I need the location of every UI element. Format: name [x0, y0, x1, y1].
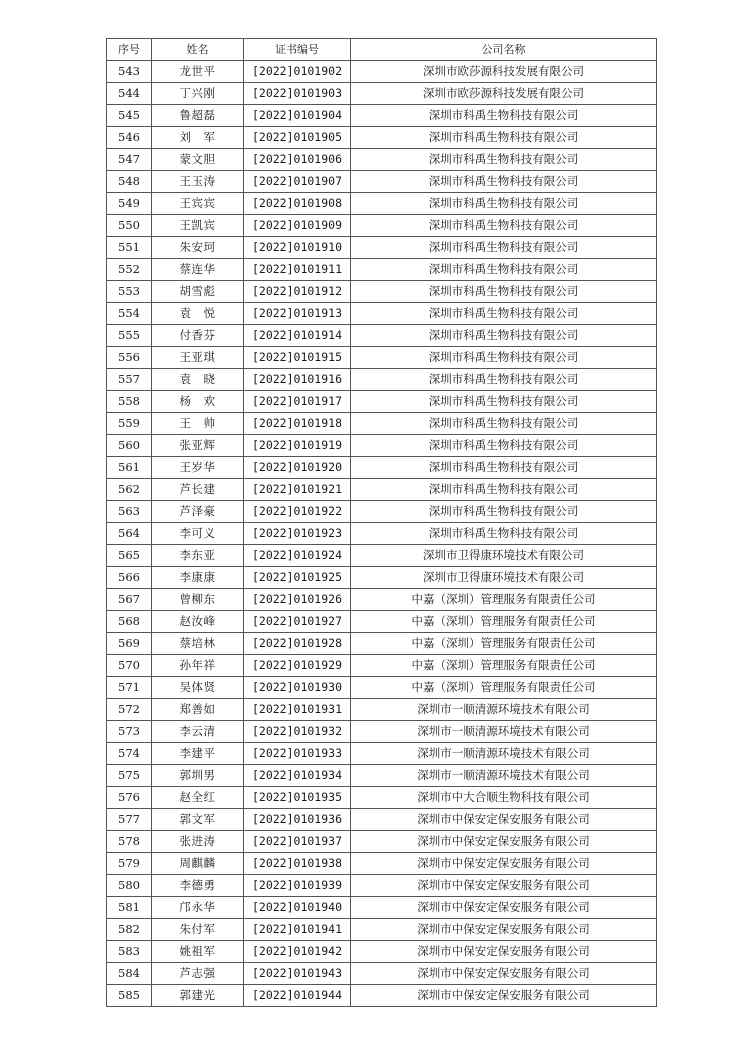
cell-cert: [2022]0101925	[244, 567, 351, 589]
cell-cert: [2022]0101924	[244, 545, 351, 567]
cell-cert: [2022]0101929	[244, 655, 351, 677]
cell-seq: 555	[107, 325, 152, 347]
table-row	[107, 237, 657, 259]
table-row	[107, 347, 657, 369]
cell-cert: [2022]0101902	[244, 61, 351, 83]
cell-seq: 574	[107, 743, 152, 765]
table-row	[107, 391, 657, 413]
cell-seq: 546	[107, 127, 152, 149]
cell-company: 深圳市科禹生物科技有限公司	[351, 303, 657, 325]
cell-cert: [2022]0101907	[244, 171, 351, 193]
cell-seq: 576	[107, 787, 152, 809]
cell-cert: [2022]0101904	[244, 105, 351, 127]
cell-cert: [2022]0101920	[244, 457, 351, 479]
cell-name: 李建平	[152, 743, 244, 765]
cell-name: 郭建光	[152, 985, 244, 1007]
cell-seq: 562	[107, 479, 152, 501]
table-row	[107, 259, 657, 281]
cell-cert: [2022]0101909	[244, 215, 351, 237]
table-row	[107, 413, 657, 435]
cell-cert: [2022]0101928	[244, 633, 351, 655]
table-row	[107, 941, 657, 963]
cell-seq: 548	[107, 171, 152, 193]
cell-name: 王凯宾	[152, 215, 244, 237]
cell-seq: 553	[107, 281, 152, 303]
cell-name: 李德勇	[152, 875, 244, 897]
cell-cert: [2022]0101932	[244, 721, 351, 743]
cell-seq: 578	[107, 831, 152, 853]
cell-name: 王宾宾	[152, 193, 244, 215]
cell-company: 深圳市科禹生物科技有限公司	[351, 237, 657, 259]
cell-company: 深圳市中保安定保安服务有限公司	[351, 831, 657, 853]
cell-name: 袁 悦	[152, 303, 244, 325]
cell-name: 赵全红	[152, 787, 244, 809]
cell-name: 郑善如	[152, 699, 244, 721]
cell-cert: [2022]0101913	[244, 303, 351, 325]
cell-seq: 577	[107, 809, 152, 831]
table-row	[107, 611, 657, 633]
table-row	[107, 743, 657, 765]
cell-name: 吴体贤	[152, 677, 244, 699]
cell-cert: [2022]0101918	[244, 413, 351, 435]
cell-company: 深圳市一顺清源环境技术有限公司	[351, 765, 657, 787]
table-row	[107, 457, 657, 479]
cell-company: 深圳市一顺清源环境技术有限公司	[351, 743, 657, 765]
cell-name: 王玉涛	[152, 171, 244, 193]
table-row	[107, 105, 657, 127]
table-row	[107, 149, 657, 171]
cell-name: 赵汝峰	[152, 611, 244, 633]
table-row	[107, 369, 657, 391]
cell-name: 王岁华	[152, 457, 244, 479]
cell-company: 深圳市欧莎源科技发展有限公司	[351, 61, 657, 83]
cell-company: 深圳市卫得康环境技术有限公司	[351, 567, 657, 589]
cell-name: 龙世平	[152, 61, 244, 83]
cell-cert: [2022]0101936	[244, 809, 351, 831]
cell-company: 深圳市中保安定保安服务有限公司	[351, 941, 657, 963]
cell-cert: [2022]0101915	[244, 347, 351, 369]
cell-seq: 557	[107, 369, 152, 391]
cell-seq: 544	[107, 83, 152, 105]
table-row	[107, 787, 657, 809]
cell-name: 周麒麟	[152, 853, 244, 875]
cell-cert: [2022]0101942	[244, 941, 351, 963]
cell-seq: 561	[107, 457, 152, 479]
cell-name: 丁兴刚	[152, 83, 244, 105]
cell-name: 王亚琪	[152, 347, 244, 369]
cell-cert: [2022]0101930	[244, 677, 351, 699]
table-row	[107, 919, 657, 941]
cell-company: 深圳市科禹生物科技有限公司	[351, 413, 657, 435]
cell-cert: [2022]0101931	[244, 699, 351, 721]
cell-company: 中嘉（深圳）管理服务有限责任公司	[351, 677, 657, 699]
header-seq: 序号	[107, 39, 152, 61]
cell-cert: [2022]0101912	[244, 281, 351, 303]
cell-company: 深圳市科禹生物科技有限公司	[351, 347, 657, 369]
table-row	[107, 171, 657, 193]
cell-cert: [2022]0101934	[244, 765, 351, 787]
cell-name: 郭文军	[152, 809, 244, 831]
cell-seq: 581	[107, 897, 152, 919]
table-row	[107, 501, 657, 523]
table-row	[107, 633, 657, 655]
cell-company: 深圳市中保安定保安服务有限公司	[351, 963, 657, 985]
cell-seq: 560	[107, 435, 152, 457]
cell-name: 李东亚	[152, 545, 244, 567]
table-row	[107, 699, 657, 721]
cell-company: 深圳市科禹生物科技有限公司	[351, 259, 657, 281]
cell-company: 深圳市科禹生物科技有限公司	[351, 171, 657, 193]
table-row	[107, 655, 657, 677]
cell-name: 杨 欢	[152, 391, 244, 413]
cell-company: 深圳市中保安定保安服务有限公司	[351, 809, 657, 831]
cell-company: 深圳市科禹生物科技有限公司	[351, 105, 657, 127]
cell-name: 蔡连华	[152, 259, 244, 281]
cell-name: 朱付军	[152, 919, 244, 941]
cell-cert: [2022]0101943	[244, 963, 351, 985]
cell-cert: [2022]0101933	[244, 743, 351, 765]
cell-cert: [2022]0101926	[244, 589, 351, 611]
cell-seq: 559	[107, 413, 152, 435]
cell-name: 张进涛	[152, 831, 244, 853]
cell-cert: [2022]0101905	[244, 127, 351, 149]
header-row	[107, 39, 657, 61]
cell-name: 芦长建	[152, 479, 244, 501]
cell-seq: 569	[107, 633, 152, 655]
cell-name: 鲁超磊	[152, 105, 244, 127]
cell-cert: [2022]0101921	[244, 479, 351, 501]
cell-company: 深圳市中保安定保安服务有限公司	[351, 897, 657, 919]
cell-name: 王 帅	[152, 413, 244, 435]
cell-company: 深圳市科禹生物科技有限公司	[351, 391, 657, 413]
table-row	[107, 61, 657, 83]
cell-seq: 580	[107, 875, 152, 897]
header-name: 姓名	[152, 39, 244, 61]
cell-company: 深圳市科禹生物科技有限公司	[351, 501, 657, 523]
cell-cert: [2022]0101937	[244, 831, 351, 853]
header-cert: 证书编号	[244, 39, 351, 61]
cell-name: 郭圳男	[152, 765, 244, 787]
cell-cert: [2022]0101914	[244, 325, 351, 347]
cell-name: 胡雪彪	[152, 281, 244, 303]
cell-cert: [2022]0101927	[244, 611, 351, 633]
table-row	[107, 523, 657, 545]
cell-name: 刘 军	[152, 127, 244, 149]
cell-name: 邝永华	[152, 897, 244, 919]
cell-seq: 575	[107, 765, 152, 787]
cell-seq: 552	[107, 259, 152, 281]
cell-cert: [2022]0101940	[244, 897, 351, 919]
cell-name: 芦泽豪	[152, 501, 244, 523]
cell-company: 深圳市科禹生物科技有限公司	[351, 457, 657, 479]
cell-name: 李可义	[152, 523, 244, 545]
cell-company: 深圳市中保安定保安服务有限公司	[351, 919, 657, 941]
cell-seq: 567	[107, 589, 152, 611]
cell-company: 深圳市卫得康环境技术有限公司	[351, 545, 657, 567]
cell-seq: 547	[107, 149, 152, 171]
cell-name: 姚祖军	[152, 941, 244, 963]
cell-seq: 573	[107, 721, 152, 743]
cell-company: 中嘉（深圳）管理服务有限责任公司	[351, 633, 657, 655]
cell-seq: 583	[107, 941, 152, 963]
cell-seq: 572	[107, 699, 152, 721]
cell-cert: [2022]0101910	[244, 237, 351, 259]
cell-company: 中嘉（深圳）管理服务有限责任公司	[351, 655, 657, 677]
cell-name: 蔡培林	[152, 633, 244, 655]
cell-seq: 549	[107, 193, 152, 215]
cell-name: 孙年祥	[152, 655, 244, 677]
table-body	[107, 61, 657, 1007]
cell-company: 深圳市科禹生物科技有限公司	[351, 325, 657, 347]
table-row	[107, 435, 657, 457]
cell-seq: 566	[107, 567, 152, 589]
table-row	[107, 677, 657, 699]
cell-company: 中嘉（深圳）管理服务有限责任公司	[351, 589, 657, 611]
cell-company: 深圳市中大合顺生物科技有限公司	[351, 787, 657, 809]
cell-company: 中嘉（深圳）管理服务有限责任公司	[351, 611, 657, 633]
cell-name: 袁 晓	[152, 369, 244, 391]
cell-cert: [2022]0101922	[244, 501, 351, 523]
table-row	[107, 83, 657, 105]
table-row	[107, 567, 657, 589]
cell-company: 深圳市欧莎源科技发展有限公司	[351, 83, 657, 105]
table-row	[107, 721, 657, 743]
cell-name: 朱安珂	[152, 237, 244, 259]
cell-company: 深圳市科禹生物科技有限公司	[351, 193, 657, 215]
table-header	[107, 39, 657, 61]
cell-company: 深圳市中保安定保安服务有限公司	[351, 985, 657, 1007]
table-row	[107, 479, 657, 501]
certificate-table	[106, 38, 657, 1007]
cell-company: 深圳市中保安定保安服务有限公司	[351, 853, 657, 875]
cell-cert: [2022]0101938	[244, 853, 351, 875]
cell-seq: 585	[107, 985, 152, 1007]
cell-cert: [2022]0101911	[244, 259, 351, 281]
table-row	[107, 985, 657, 1007]
table-row	[107, 193, 657, 215]
cell-seq: 571	[107, 677, 152, 699]
cell-name: 蒙文胆	[152, 149, 244, 171]
cell-seq: 550	[107, 215, 152, 237]
cell-seq: 543	[107, 61, 152, 83]
cell-seq: 556	[107, 347, 152, 369]
cell-company: 深圳市中保安定保安服务有限公司	[351, 875, 657, 897]
cell-cert: [2022]0101941	[244, 919, 351, 941]
cell-seq: 545	[107, 105, 152, 127]
table-row	[107, 897, 657, 919]
table-row	[107, 875, 657, 897]
table-row	[107, 963, 657, 985]
table-row	[107, 589, 657, 611]
cell-name: 张亚辉	[152, 435, 244, 457]
table-row	[107, 281, 657, 303]
table-row	[107, 831, 657, 853]
cell-cert: [2022]0101903	[244, 83, 351, 105]
table-row	[107, 215, 657, 237]
cell-seq: 558	[107, 391, 152, 413]
cell-company: 深圳市科禹生物科技有限公司	[351, 215, 657, 237]
table-row	[107, 303, 657, 325]
cell-seq: 584	[107, 963, 152, 985]
cell-name: 曾柳东	[152, 589, 244, 611]
header-company: 公司名称	[351, 39, 657, 61]
cell-cert: [2022]0101919	[244, 435, 351, 457]
cell-name: 付香芬	[152, 325, 244, 347]
cell-company: 深圳市科禹生物科技有限公司	[351, 281, 657, 303]
table-row	[107, 325, 657, 347]
cell-seq: 551	[107, 237, 152, 259]
table-row	[107, 545, 657, 567]
cell-company: 深圳市科禹生物科技有限公司	[351, 435, 657, 457]
cell-seq: 563	[107, 501, 152, 523]
cell-seq: 564	[107, 523, 152, 545]
cell-company: 深圳市科禹生物科技有限公司	[351, 369, 657, 391]
cell-name: 李云清	[152, 721, 244, 743]
cell-cert: [2022]0101935	[244, 787, 351, 809]
table-row	[107, 127, 657, 149]
cell-cert: [2022]0101917	[244, 391, 351, 413]
cell-name: 芦志强	[152, 963, 244, 985]
cell-company: 深圳市科禹生物科技有限公司	[351, 523, 657, 545]
cell-name: 李康康	[152, 567, 244, 589]
cell-seq: 579	[107, 853, 152, 875]
cell-seq: 554	[107, 303, 152, 325]
cell-company: 深圳市一顺清源环境技术有限公司	[351, 721, 657, 743]
cell-company: 深圳市科禹生物科技有限公司	[351, 127, 657, 149]
cell-company: 深圳市科禹生物科技有限公司	[351, 479, 657, 501]
cell-seq: 570	[107, 655, 152, 677]
cell-cert: [2022]0101916	[244, 369, 351, 391]
cell-company: 深圳市科禹生物科技有限公司	[351, 149, 657, 171]
cell-cert: [2022]0101939	[244, 875, 351, 897]
cell-seq: 568	[107, 611, 152, 633]
cell-cert: [2022]0101944	[244, 985, 351, 1007]
cell-cert: [2022]0101906	[244, 149, 351, 171]
cell-company: 深圳市一顺清源环境技术有限公司	[351, 699, 657, 721]
cell-seq: 565	[107, 545, 152, 567]
table-row	[107, 765, 657, 787]
table-row	[107, 809, 657, 831]
cell-seq: 582	[107, 919, 152, 941]
cell-cert: [2022]0101923	[244, 523, 351, 545]
cell-cert: [2022]0101908	[244, 193, 351, 215]
table-row	[107, 853, 657, 875]
